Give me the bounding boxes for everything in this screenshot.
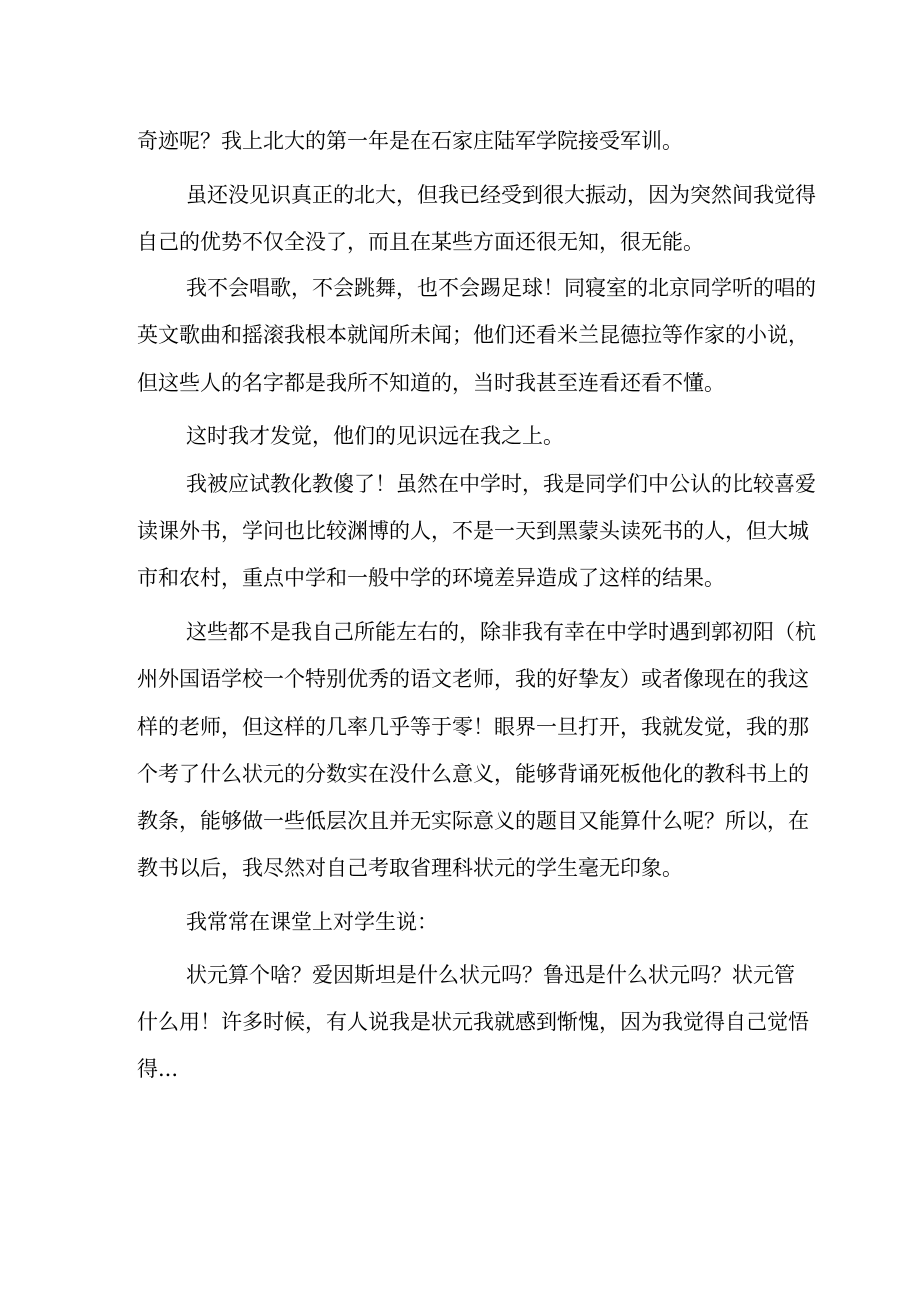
text-line: 个考了什么状元的分数实在没什么意义，能够背诵死板他化的教科书上的 [137,762,809,786]
text-line: 我不会唱歌，不会跳舞，也不会踢足球！同寝室的北京同学听的唱的 [186,276,816,300]
text-line: 州外国语学校一个特别优秀的语文老师，我的好挚友）或者像现在的我这 [137,667,809,691]
text-line: 虽还没见识真正的北大，但我已经受到很大振动，因为突然间我觉得 [186,183,816,207]
text-line: 奇迹呢？我上北大的第一年是在石家庄陆军学院接受军训。 [137,129,683,153]
text-line: 我常常在课堂上对学生说： [186,910,438,934]
text-line: 这些都不是我自己所能左右的，除非我有幸在中学时遇到郭初阳（杭 [186,620,816,644]
text-line: 这时我才发觉，他们的见识远在我之上。 [186,424,564,448]
text-line: 但这些人的名字都是我所不知道的，当时我甚至连看还看不懂。 [137,371,725,395]
text-line: 状元算个啥？爱因斯坦是什么状元吗？鲁迅是什么状元吗？状元管 [186,963,795,987]
text-line: 英文歌曲和摇滚我根本就闻所未闻；他们还看米兰昆德拉等作家的小说， [137,323,809,347]
text-line: 教条，能够做一些低层次且并无实际意义的题目又能算什么呢？所以，在 [137,809,809,833]
text-line: 得... [137,1057,179,1081]
text-line: 我被应试教化教傻了！虽然在中学时，我是同学们中公认的比较喜爱 [186,472,816,496]
text-line: 什么用！许多时候，有人说我是状元我就感到惭愧，因为我觉得自己觉悟 [137,1010,809,1034]
text-line: 读课外书，学问也比较渊博的人，不是一天到黑蒙头读死书的人，但大城 [137,519,809,543]
text-line: 样的老师，但这样的几率几乎等于零！眼界一旦打开，我就发觉，我的那 [137,715,809,739]
text-line: 自己的优势不仅全没了，而且在某些方面还很无知，很无能。 [137,230,704,254]
text-line: 市和农村，重点中学和一般中学的环境差异造成了这样的结果。 [137,566,725,590]
text-line: 教书以后，我尽然对自己考取省理科状元的学生毫无印象。 [137,856,683,880]
